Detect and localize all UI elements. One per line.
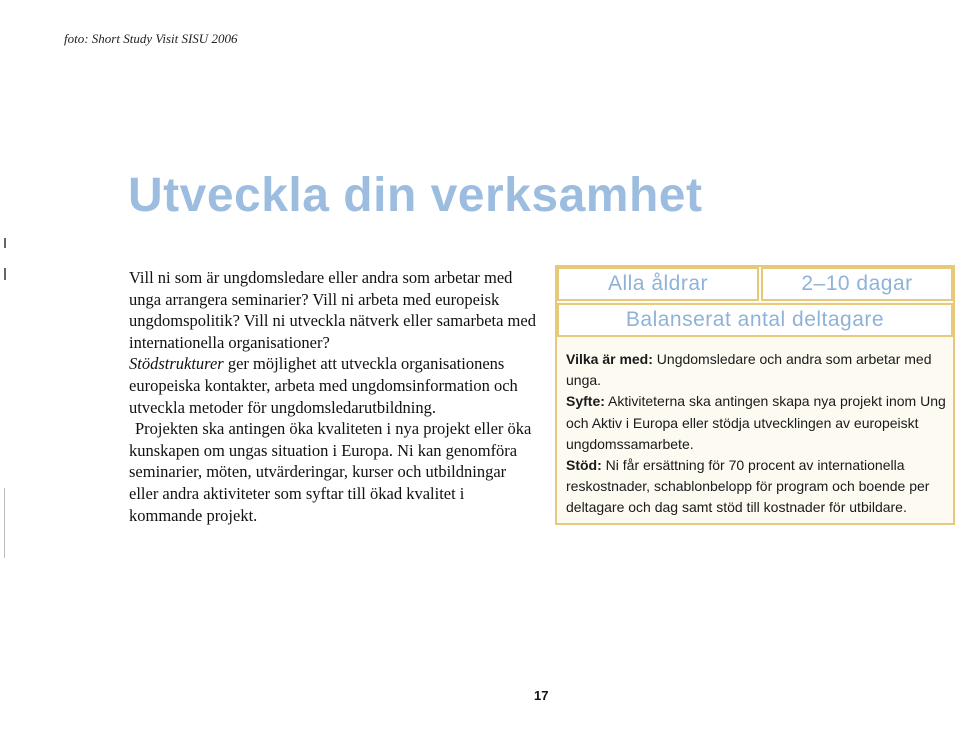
body-paragraph-projects: Projekten ska antingen öka kvaliteten i nya projekt eller öka kunskapen om ungas situation i Europa. Ni kan genomföra seminarier, möten, utvärderingar, kurser och utbildningar eller andra aktiviteter som syftar till ökad kvalitet i kommande projekt. [129,419,532,525]
duration-tag: 2–10 dagar [761,267,953,301]
photo-credit: foto: Short Study Visit SISU 2006 [64,31,238,46]
body-paragraph-intro: Vill ni som är ungdomsledare eller andra som arbetar med unga arrangera seminarier? Vill ni arbeta med europeisk ungdomspolitik? Vill ni utveckla nätverk eller samarbeta med internationella organisationer? [129,268,536,352]
edge-mark-bottom [4,488,5,558]
who-line [566,349,950,391]
page-number: 17 [534,688,549,703]
info-box-text [566,349,950,519]
body-text [129,267,539,526]
who-text: Ungdomsledare och andra som arbetar med unga. [566,351,932,389]
structures-text: ger möjlighet att utveckla organisationens europeiska kontakter, arbeta med ungdomsinformation och utveckla metoder för ungdomsledarutbildning. [129,354,518,417]
edge-mark-top [4,238,6,248]
age-tag: Alla åldrar [557,267,759,301]
info-box [555,265,955,525]
who-label: Vilka är med: [566,351,653,367]
purpose-text: Aktiviteterna ska antingen skapa nya projekt inom Ung och Aktiv i Europa eller stödja utvecklingen av europeiskt ungdomssamarbete. [566,393,946,452]
body-paragraph-structures [129,353,539,418]
page-title: Utveckla din verksamhet [128,169,703,222]
support-line [566,455,950,519]
support-label: Stöd: [566,457,602,474]
emphasis-structures: Stödstrukturer [129,354,224,374]
purpose-line [566,391,950,455]
support-text: Ni får ersättning för 70 procent av internationella reskostnader, schablonbelopp för program och boende per deltagare och dag samt stöd till kostnader för utbildare. [566,457,930,516]
purpose-label: Syfte: [566,393,605,410]
participants-tag: Balanserat antal deltagare [557,303,953,337]
edge-mark-middle [4,268,6,280]
